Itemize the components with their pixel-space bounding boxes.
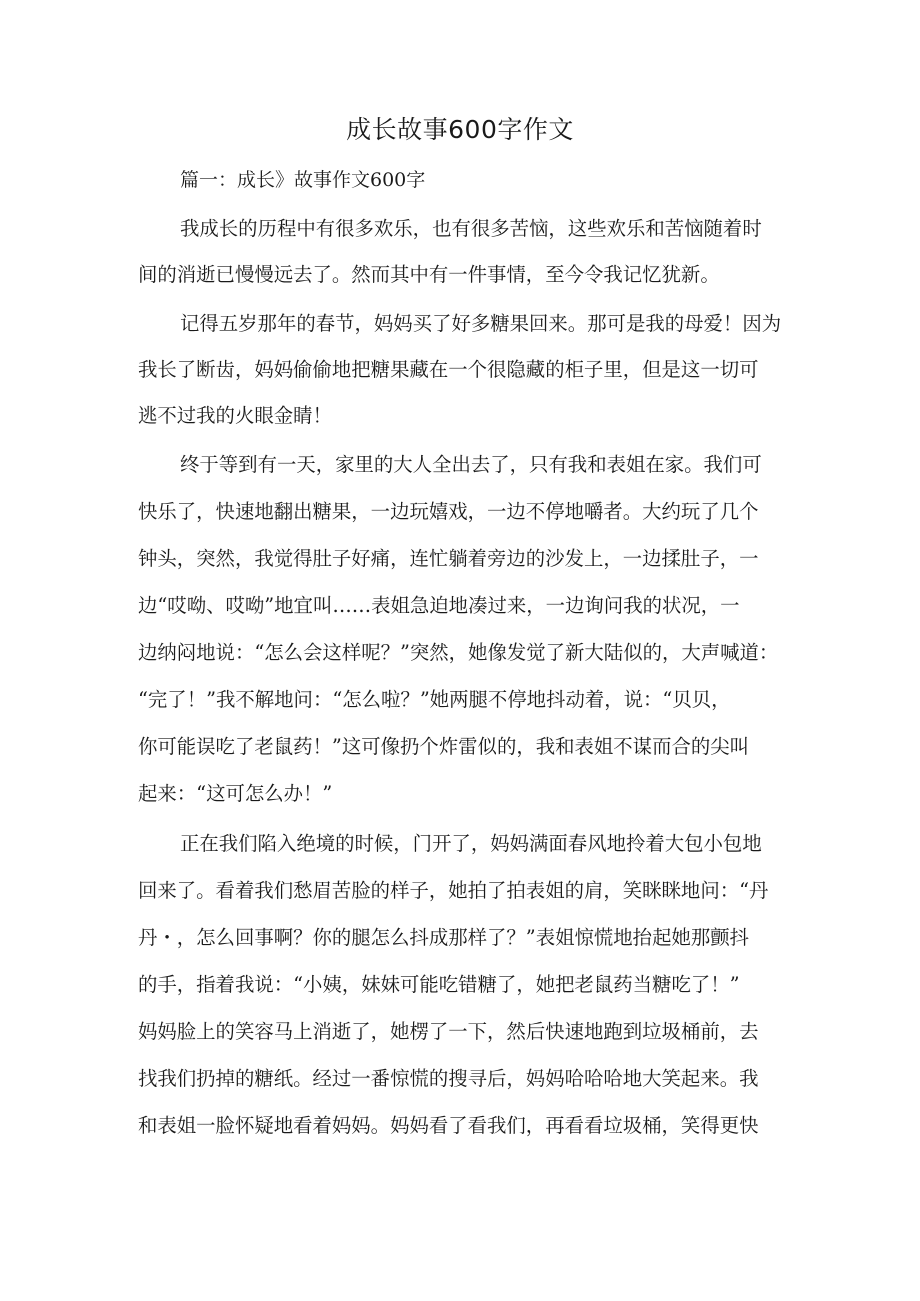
paragraph-line: 终于等到有一天，家里的大人全出去了，只有我和表姐在家。我们可 — [180, 453, 762, 476]
paragraph-line: 和表姐一脸怀疑地看着妈妈。妈妈看了看我们，再看看垃圾桶，笑得更快 — [138, 1114, 759, 1137]
paragraph-line: 快乐了，快速地翻出糖果，一边玩嬉戏，一边不停地嚼者。大约玩了几个 — [138, 500, 759, 523]
paragraph-line: 逃不过我的火眼金睛！ — [138, 404, 332, 427]
paragraph-line: 起来：“这可怎么办！” — [138, 782, 333, 805]
paragraph-line: 我成长的历程中有很多欢乐，也有很多苦恼，这些欢乐和苦恼随着时 — [180, 217, 762, 240]
paragraph-line: 正在我们陷入绝境的时候，门开了，妈妈满面春风地拎着大包小包地 — [180, 832, 762, 855]
paragraph-line: 我长了断齿，妈妈偷偷地把糖果藏在一个很隐藏的柜子里，但是这一切可 — [138, 358, 759, 381]
paragraph-line: 找我们扔掉的糖纸。经过一番惊慌的搜寻后，妈妈哈哈哈地大笑起来。我 — [138, 1067, 759, 1090]
paragraph-line: “完了！”我不解地问：“怎么啦？”她两腿不停地抖动着，说：“贝贝， — [138, 688, 731, 711]
paragraph-line: 边纳闷地说：“怎么会这样呢？”突然，她像发觉了新大陆似的，大声喊道： — [138, 641, 779, 664]
document-title: 成长故事600字作文 — [346, 115, 574, 144]
paragraph-line: 丹・，怎么回事啊？你的腿怎么抖成那样了？”表姐惊慌地抬起她那颤抖 — [138, 926, 750, 949]
paragraph-line: 你可能误吃了老鼠药！”这可像扔个炸雷似的，我和表姐不谋而合的尖叫 — [138, 735, 750, 758]
paragraph-line: 钟头，突然，我觉得肚子好痛，连忙躺着旁边的沙发上，一边揉肚子，一 — [138, 547, 759, 570]
paragraph-line: 回来了。看着我们愁眉苦脸的样子，她拍了拍表姐的肩，笑眯眯地问：“丹 — [138, 879, 769, 902]
paragraph-line: 间的消逝已慢慢远去了。然而其中有一件事情，至今令我记忆犹新。 — [138, 263, 720, 286]
paragraph-line: 妈妈脸上的笑容马上消逝了，她楞了一下，然后快速地跑到垃圾桶前，去 — [138, 1020, 759, 1043]
paragraph-line: 的手，指着我说：“小姨，妹妹可能吃错糖了，她把老鼠药当糖吃了！” — [138, 973, 740, 996]
paragraph-line: 边“哎呦、哎呦”地宜叫……表姐急迫地凑过来，一边询问我的状况，一 — [138, 594, 740, 617]
paragraph-line: 记得五岁那年的春节，妈妈买了好多糖果回来。那可是我的母爱！因为 — [180, 312, 782, 335]
document-subtitle: 篇一：成长》故事作文600字 — [180, 169, 426, 191]
